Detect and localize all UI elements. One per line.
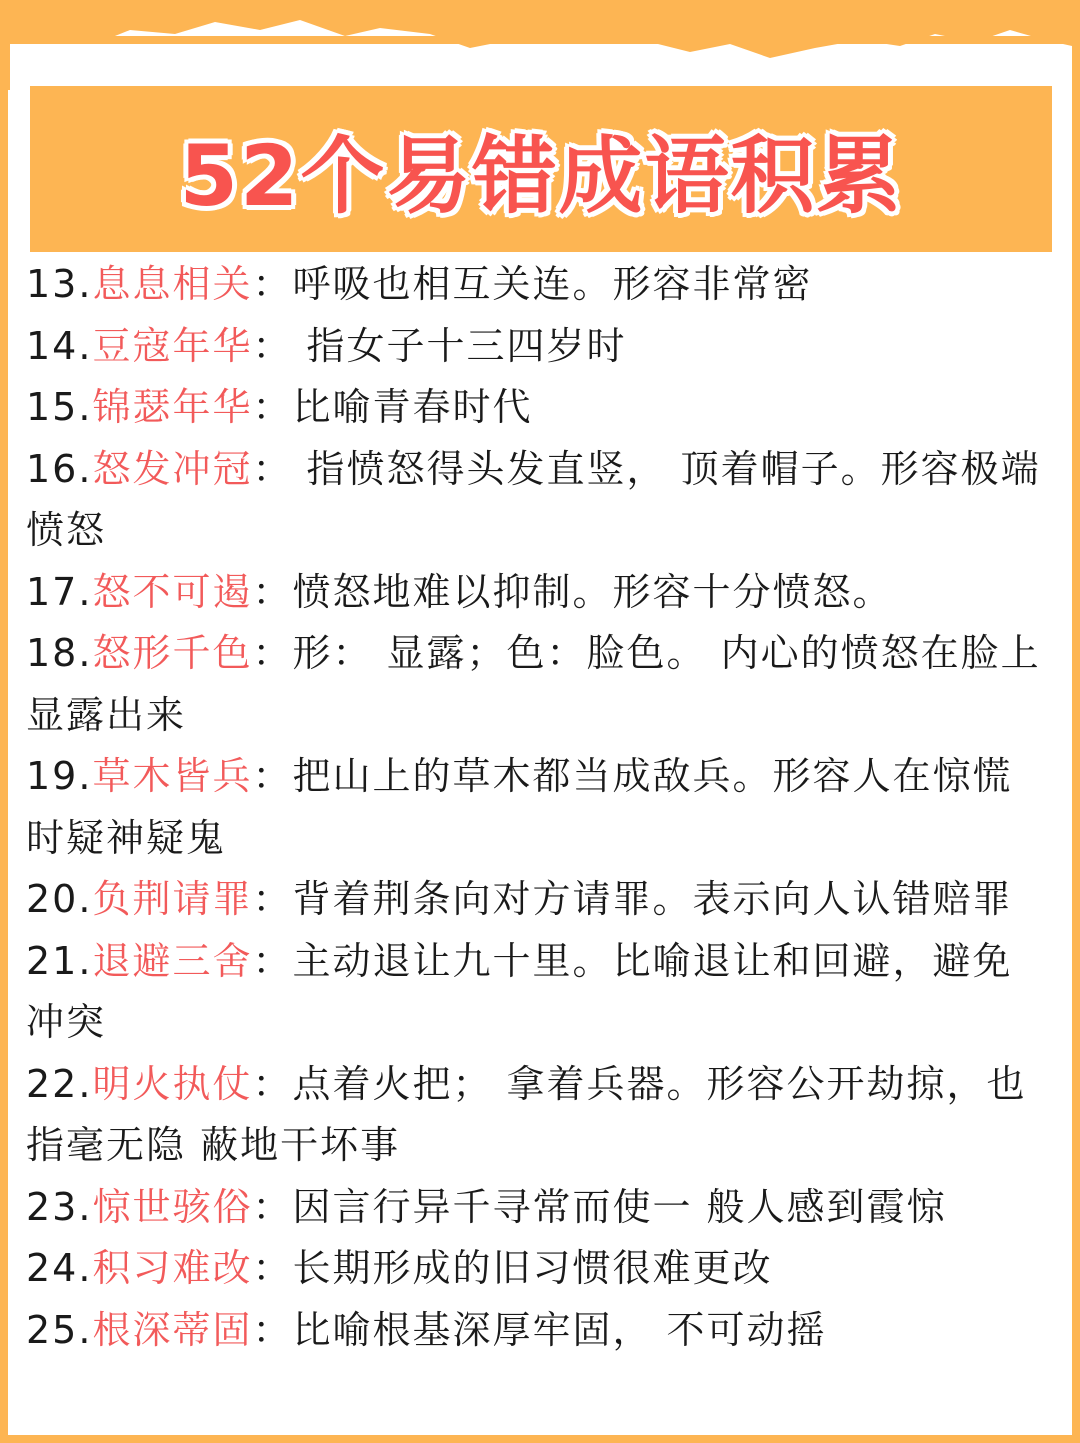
- item-number: 15.: [26, 385, 93, 429]
- list-item: [26, 377, 1052, 439]
- item-number: 23.: [26, 1184, 93, 1229]
- colon: ：: [252, 446, 293, 491]
- colon: ：: [252, 1246, 293, 1290]
- list-item: [26, 316, 1052, 378]
- item-number: 25.: [26, 1307, 93, 1352]
- list-item: [26, 746, 1052, 869]
- list-item: [26, 439, 1052, 562]
- idiom-text: 豆寇年华: [92, 323, 253, 368]
- colon: ：: [252, 385, 293, 429]
- idiom-definition: 主动退让九十里。比喻退让和回避，避免冲突: [26, 938, 1013, 1044]
- item-number: 14.: [26, 323, 93, 368]
- list-item: [26, 931, 1052, 1054]
- colon: ：: [252, 569, 293, 614]
- item-number: 16.: [26, 446, 93, 491]
- idiom-text: 退避三舍: [92, 938, 253, 983]
- list-item: [26, 1300, 1052, 1362]
- idiom-text: 锦瑟年华: [92, 385, 253, 429]
- list-item: [26, 562, 1052, 624]
- idiom-definition: 因言行异千寻常而使一 般人感到霞惊: [292, 1184, 947, 1229]
- idiom-definition: 长期形成的旧习惯很难更改: [292, 1246, 773, 1290]
- idiom-list: [26, 254, 1052, 1361]
- idiom-text: 明火执仗: [92, 1061, 253, 1106]
- colon: ：: [252, 754, 293, 798]
- idiom-definition: 指女子十三四岁时: [292, 323, 627, 368]
- idiom-text: 怒不可遏: [92, 569, 253, 614]
- idiom-definition: 愤怒地难以抑制。形容十分愤怒。: [292, 569, 893, 614]
- item-number: 13.: [26, 262, 93, 306]
- list-item: [26, 1054, 1052, 1177]
- idiom-text: 草木皆兵: [92, 754, 253, 798]
- idiom-definition: 点着火把； 拿着兵器。形容公开劫掠，也指毫无隐 蔽地干坏事: [26, 1061, 1027, 1167]
- idiom-definition: 呼吸也相互关连。形容非常密: [292, 262, 813, 306]
- idiom-text: 惊世骇俗: [92, 1184, 253, 1229]
- colon: ：: [252, 1307, 293, 1352]
- idiom-text: 息息相关: [92, 262, 253, 306]
- idiom-text: 根深蒂固: [92, 1307, 253, 1352]
- idiom-definition: 指愤怒得头发直竖， 顶着帽子。形容极端愤怒: [26, 446, 1041, 552]
- item-number: 20.: [26, 877, 93, 921]
- idiom-text: 积习难改: [92, 1246, 253, 1290]
- idiom-text: 怒形千色: [92, 631, 253, 675]
- idiom-definition: 背着荆条向对方请罪。表示向人认错赔罪: [292, 877, 1013, 921]
- colon: ：: [252, 1184, 293, 1229]
- colon: ：: [252, 262, 293, 306]
- list-item: [26, 1238, 1052, 1300]
- item-number: 21.: [26, 938, 93, 983]
- idiom-text: 负荆请罪: [92, 877, 253, 921]
- item-number: 18.: [26, 631, 93, 675]
- colon: ：: [252, 1061, 293, 1106]
- page-title: 52个易错成语积累: [179, 126, 903, 225]
- idiom-text: 怒发冲冠: [92, 446, 253, 491]
- idiom-definition: 比喻根基深厚牢固， 不可动摇: [292, 1307, 827, 1352]
- list-item: [26, 623, 1052, 746]
- list-item: [26, 1177, 1052, 1239]
- list-item: [26, 254, 1052, 316]
- colon: ：: [252, 631, 293, 675]
- item-number: 19.: [26, 754, 93, 798]
- idiom-definition: 比喻青春时代: [292, 385, 533, 429]
- torn-paper-top-edge: [0, 0, 1080, 90]
- item-number: 24.: [26, 1246, 93, 1290]
- idiom-definition: 形： 显露；色：脸色。 内心的愤怒在脸上显露出来: [26, 631, 1041, 737]
- item-number: 17.: [26, 569, 93, 614]
- idiom-definition: 把山上的草木都当成敌兵。形容人在惊慌时疑神疑鬼: [26, 754, 1013, 860]
- item-number: 22.: [26, 1061, 93, 1106]
- list-item: [26, 869, 1052, 931]
- colon: ：: [252, 323, 293, 368]
- colon: ：: [252, 938, 293, 983]
- title-banner: [30, 86, 1052, 252]
- colon: ：: [252, 877, 293, 921]
